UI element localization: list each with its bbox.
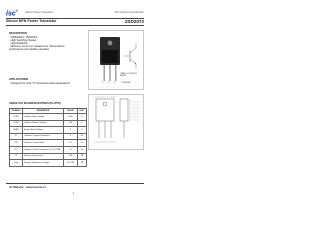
- description-heading: DESCRIPTION: [9, 32, 27, 35]
- value-cell: 16: [63, 140, 77, 147]
- parameter-cell: Storage Temperature Range: [23, 160, 64, 167]
- pin-label: 3: [114, 82, 116, 84]
- website-label: isc Website：: [9, 186, 26, 189]
- package-name: TO-3PF(H)IS: [121, 83, 131, 84]
- website-url[interactable]: www.iscsemi.cn: [25, 186, 46, 189]
- company-name: Silicon Power Transistor: [25, 11, 53, 14]
- column-header: PARAMETER: [23, 109, 64, 114]
- transistor-package-image: [88, 30, 144, 90]
- ratings-heading: ABSOLUTE MAXIMUM RATINGS(Ta=25℃): [9, 102, 61, 105]
- page-number: 1: [73, 192, 75, 195]
- unit-cell: A: [77, 133, 86, 140]
- pin-note: 1. BASE 2. COLLECTOR 3. EMITTER: [120, 74, 138, 77]
- description-item: · High Reliability: [9, 42, 28, 45]
- pin-label: 2: [108, 82, 110, 84]
- unit-cell: W: [77, 146, 86, 153]
- column-header: VALUE: [63, 109, 77, 114]
- unit-cell: V: [77, 120, 86, 127]
- part-number: 2SD2072: [124, 19, 144, 24]
- description-item: · High Switching Speed: [9, 39, 36, 42]
- unit-cell: V: [77, 127, 86, 134]
- description-item: · Minimum Lot-to-Lot variations for robust device performance and reliable operation: [9, 45, 65, 51]
- transistor-package-svg: [88, 30, 144, 90]
- table-row: [10, 120, 87, 127]
- symbol-cell: VCEO: [10, 120, 23, 127]
- value-cell: 150: [63, 120, 77, 127]
- unit-cell: V: [77, 114, 86, 121]
- symbol-cell: TJ: [10, 153, 23, 160]
- unit-cell: ℃: [77, 153, 86, 160]
- table-row: [10, 133, 87, 140]
- symbol-cell: VCBO: [10, 114, 23, 121]
- symbol-cell: Tstg: [10, 160, 23, 167]
- table-row: [10, 127, 87, 134]
- footer-divider: [6, 183, 144, 184]
- applications-section: [9, 78, 79, 85]
- unit-cell: ℃: [77, 160, 86, 167]
- column-header: UNIT: [77, 109, 86, 114]
- parameter-cell: Collector Current-Peak: [23, 140, 64, 147]
- value-cell: 1500: [63, 114, 77, 121]
- symbol-cell: PC: [10, 146, 23, 153]
- table-row: [10, 153, 87, 160]
- pin-label: 1: [102, 82, 104, 84]
- ratings-table: [9, 108, 87, 167]
- header-divider-top: [6, 18, 144, 19]
- parameter-cell: Emitter-Base Voltage: [23, 127, 64, 134]
- header-divider-bottom: [6, 25, 144, 26]
- document-title: Silicon NPN Power Transistor: [6, 19, 57, 23]
- symbol-cell: ICP: [10, 140, 23, 147]
- column-header: SYMBOL: [10, 109, 23, 114]
- value-cell: 70: [63, 146, 77, 153]
- value-cell: -55~150: [63, 160, 77, 167]
- table-row: [10, 140, 87, 147]
- brand-logo: [6, 8, 18, 17]
- parameter-cell: Junction Temperature: [23, 153, 64, 160]
- footer-website: [9, 186, 46, 189]
- parameter-cell: Collector Power Dissipation @ TC=25℃: [23, 146, 64, 153]
- parameter-cell: Collector-Base Voltage: [23, 114, 64, 121]
- table-row: [10, 160, 87, 167]
- brand-superscript: ®: [15, 9, 18, 13]
- description-item: · V(BR)CEO= 150V(Min): [9, 36, 38, 39]
- parameter-cell: Collector-Emitter Voltage: [23, 120, 64, 127]
- dimension-drawing: [88, 94, 144, 150]
- table-row: [10, 114, 87, 121]
- spec-label: ISC Product Specification: [114, 11, 144, 14]
- symbol-cell: VEBO: [10, 127, 23, 134]
- applications-item: · Designed for color TV horizontal output applications: [9, 82, 70, 85]
- parameter-cell: Collector Current-Continuous: [23, 133, 64, 140]
- value-cell: 8: [63, 133, 77, 140]
- value-cell: 150: [63, 153, 77, 160]
- value-cell: 5: [63, 127, 77, 134]
- table-row: [10, 146, 87, 153]
- applications-heading: APPLICATIONS: [9, 78, 29, 81]
- brand-text: isc: [6, 10, 16, 18]
- symbol-cell: IC: [10, 133, 23, 140]
- description-section: [9, 32, 79, 51]
- dimension-drawing-svg: [88, 94, 144, 150]
- unit-cell: A: [77, 140, 86, 147]
